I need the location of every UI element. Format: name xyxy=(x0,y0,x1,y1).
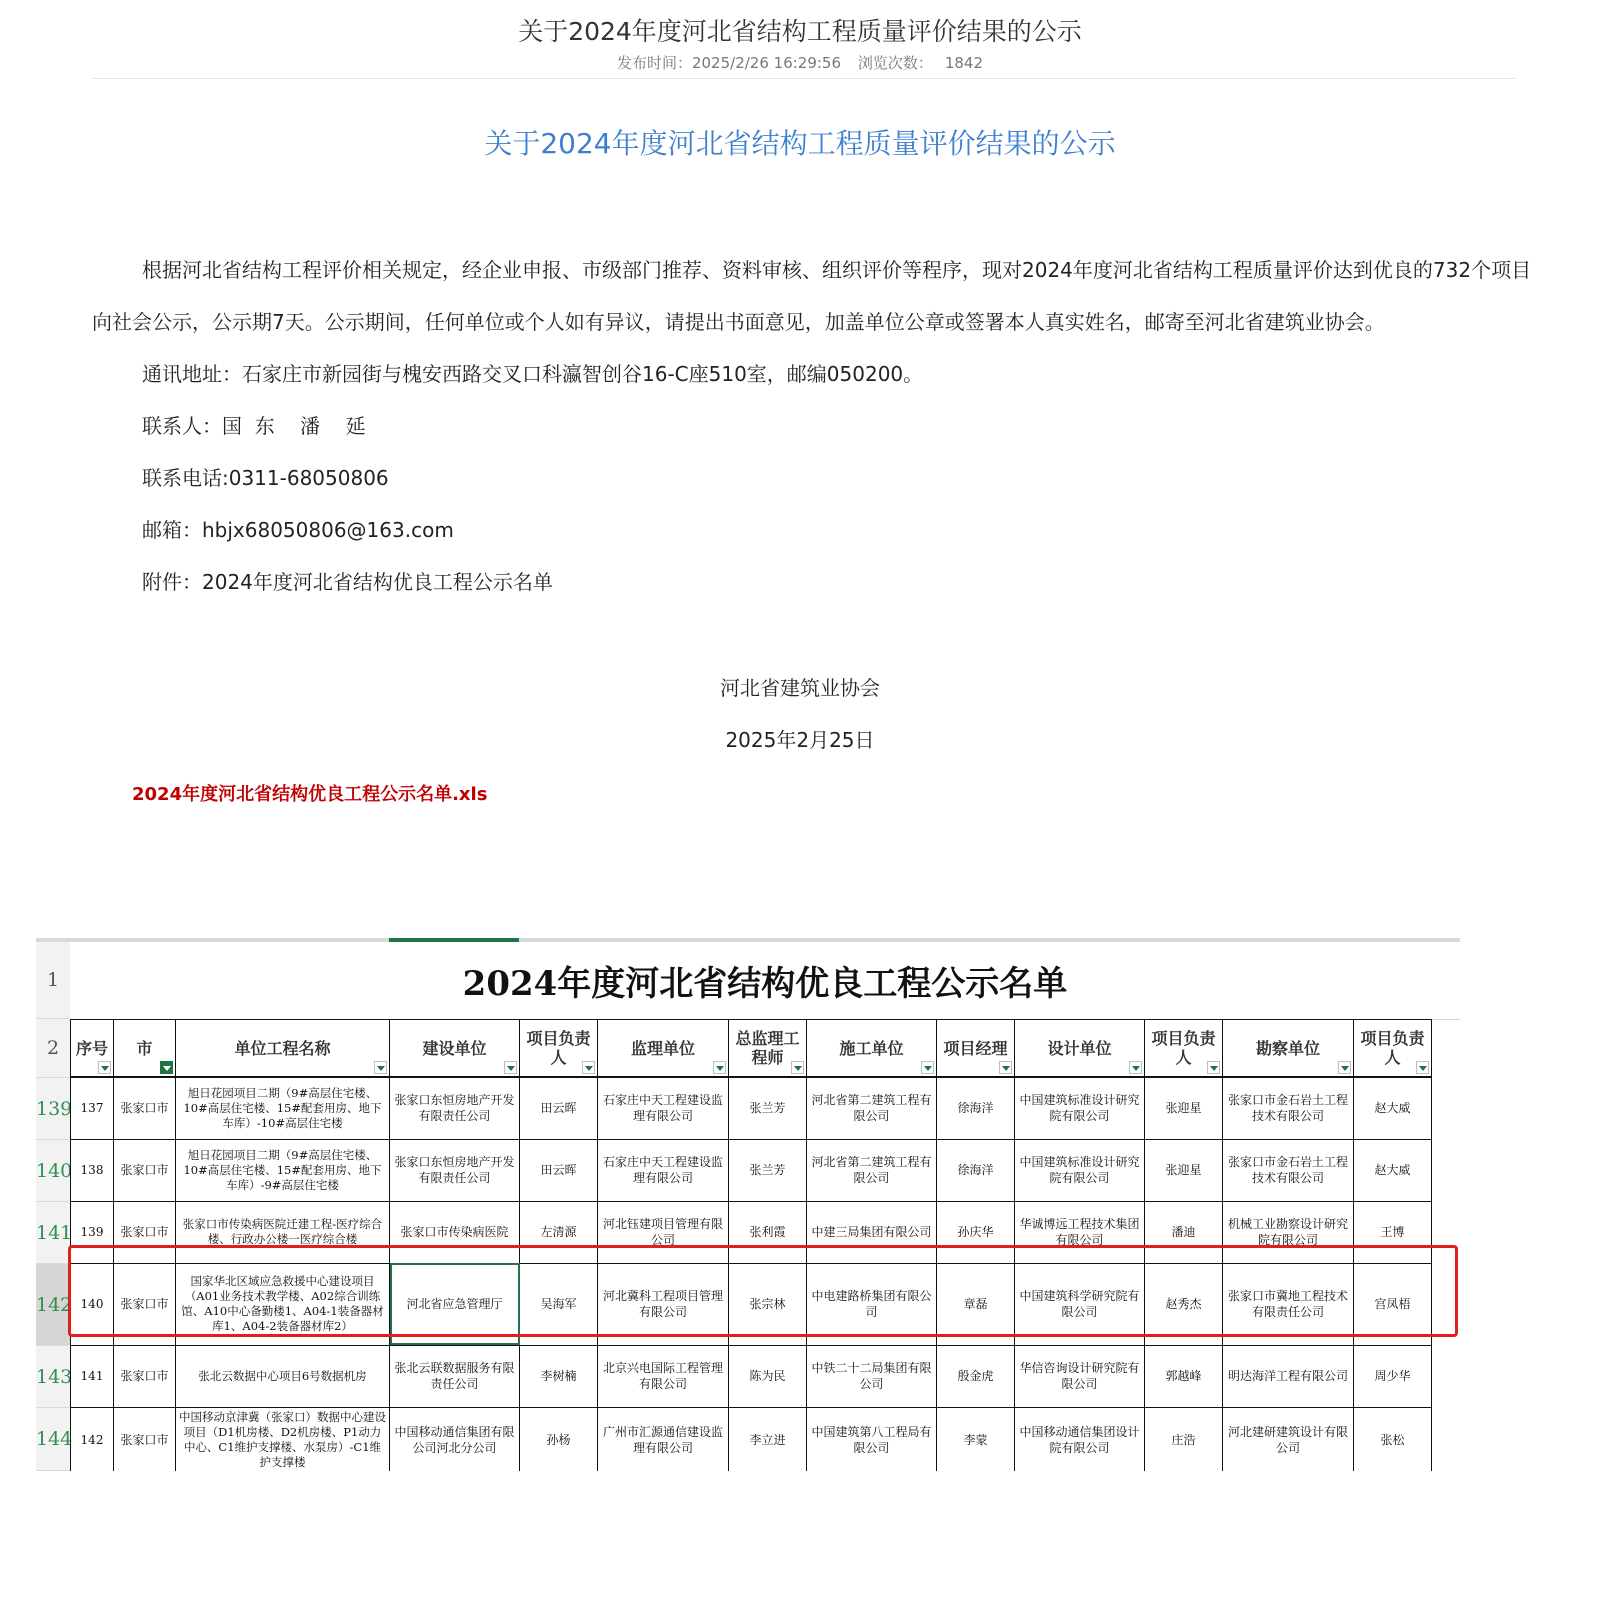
table-cell[interactable]: 国家华北区域应急救援中心建设项目（A01业务技术教学楼、A02综合训练馆、A10中心备勤楼1、A04-1装备器材库1、A04-2装备器材库2） xyxy=(176,1263,390,1345)
table-cell[interactable]: 张宗林 xyxy=(729,1263,807,1345)
table-cell[interactable]: 机械工业勘察设计研究院有限公司 xyxy=(1223,1201,1354,1263)
table-cell[interactable]: 张家口市传染病医院 xyxy=(390,1201,520,1263)
sheet-title[interactable]: 2024年度河北省结构优良工程公示名单 xyxy=(70,942,1460,1020)
column-header[interactable]: 总监理工程师 xyxy=(729,1020,807,1078)
contact-line: 联系人：国 东 潘 延 xyxy=(142,414,366,438)
table-cell[interactable]: 张利霞 xyxy=(729,1201,807,1263)
table-cell[interactable]: 赵大威 xyxy=(1354,1077,1432,1139)
table-cell[interactable]: 138 xyxy=(71,1139,114,1201)
table-cell[interactable]: 137 xyxy=(71,1077,114,1139)
filter-dropdown-icon[interactable] xyxy=(1416,1061,1429,1074)
table-cell[interactable]: 华诚博远工程技术集团有限公司 xyxy=(1015,1201,1145,1263)
table-cell[interactable]: 中铁二十二局集团有限公司 xyxy=(807,1345,937,1407)
table-cell[interactable]: 旭日花园项目二期（9#高层住宅楼、10#高层住宅楼、15#配套用房、地下车库）-9#高层住宅楼 xyxy=(176,1139,390,1201)
table-row xyxy=(71,1077,1432,1139)
column-header[interactable]: 市 xyxy=(114,1020,176,1078)
table-cell[interactable]: 田云晖 xyxy=(520,1077,598,1139)
table-cell[interactable]: 河北建研建筑设计有限公司 xyxy=(1223,1407,1354,1471)
filter-dropdown-icon[interactable] xyxy=(1207,1061,1220,1074)
table-cell[interactable]: 明达海洋工程有限公司 xyxy=(1223,1345,1354,1407)
row-number[interactable]: 144 xyxy=(36,1408,70,1471)
table-cell[interactable]: 张家口市传染病医院迁建工程-医疗综合楼、行政办公楼一医疗综合楼 xyxy=(176,1201,390,1263)
table-row xyxy=(71,1139,1432,1201)
table-cell[interactable]: 张北云数据中心项目6号数据机房 xyxy=(176,1345,390,1407)
table-cell[interactable]: 中国建筑第八工程局有限公司 xyxy=(807,1407,937,1471)
column-header[interactable]: 项目经理 xyxy=(937,1020,1015,1078)
table-cell[interactable]: 139 xyxy=(71,1201,114,1263)
table-cell[interactable]: 张家口市 xyxy=(114,1407,176,1471)
table-row xyxy=(71,1407,1432,1471)
filter-dropdown-icon[interactable] xyxy=(713,1061,726,1074)
views-label: 浏览次数： xyxy=(857,54,933,72)
column-header[interactable]: 项目负责人 xyxy=(520,1020,598,1078)
column-header[interactable]: 设计单位 xyxy=(1015,1020,1145,1078)
table-cell[interactable]: 中国移动通信集团设计院有限公司 xyxy=(1015,1407,1145,1471)
table-cell[interactable]: 张家口市 xyxy=(114,1139,176,1201)
table-cell[interactable]: 宫凤梧 xyxy=(1354,1263,1432,1345)
table-cell[interactable]: 张家口市冀地工程技术有限责任公司 xyxy=(1223,1263,1354,1345)
table-cell[interactable]: 广州市汇源通信建设监理有限公司 xyxy=(598,1407,729,1471)
table-row xyxy=(71,1201,1432,1263)
publish-meta xyxy=(0,52,1600,73)
table-cell[interactable]: 中国建筑标准设计研究院有限公司 xyxy=(1015,1077,1145,1139)
filter-dropdown-icon[interactable] xyxy=(374,1061,387,1074)
table-cell[interactable]: 李蒙 xyxy=(937,1407,1015,1471)
table-cell[interactable]: 华信咨询设计研究院有限公司 xyxy=(1015,1345,1145,1407)
column-header[interactable]: 建设单位 xyxy=(390,1020,520,1078)
table-cell[interactable]: 中电建路桥集团有限公司 xyxy=(807,1263,937,1345)
table-cell[interactable]: 陈为民 xyxy=(729,1345,807,1407)
attachment-line: 附件：2024年度河北省结构优良工程公示名单 xyxy=(142,570,553,594)
table-cell[interactable]: 章磊 xyxy=(937,1263,1015,1345)
filter-dropdown-icon[interactable] xyxy=(999,1061,1012,1074)
filter-dropdown-icon[interactable] xyxy=(921,1061,934,1074)
article-title: 关于2024年度河北省结构工程质量评价结果的公示 xyxy=(484,127,1116,160)
table-cell[interactable]: 孙杨 xyxy=(520,1407,598,1471)
signature-date: 2025年2月25日 xyxy=(725,728,875,752)
table-cell[interactable]: 孙庆华 xyxy=(937,1201,1015,1263)
table-cell[interactable]: 张家口市 xyxy=(114,1345,176,1407)
row-number[interactable]: 140 xyxy=(36,1140,70,1202)
data-table xyxy=(70,1019,1432,1471)
filter-dropdown-icon[interactable] xyxy=(98,1061,111,1074)
phone-line: 联系电话:0311-68050806 xyxy=(142,466,389,490)
column-header[interactable]: 项目负责人 xyxy=(1145,1020,1223,1078)
table-cell[interactable]: 左清源 xyxy=(520,1201,598,1263)
table-cell[interactable]: 吴海军 xyxy=(520,1263,598,1345)
table-cell[interactable]: 王博 xyxy=(1354,1201,1432,1263)
table-cell[interactable]: 142 xyxy=(71,1407,114,1471)
row-number-active[interactable]: 142 xyxy=(36,1264,70,1346)
spreadsheet-view xyxy=(36,938,1460,1471)
filter-dropdown-icon[interactable] xyxy=(1129,1061,1142,1074)
table-cell[interactable]: 旭日花园项目二期（9#高层住宅楼、10#高层住宅楼、15#配套用房、地下车库）-10#高层住宅楼 xyxy=(176,1077,390,1139)
table-cell[interactable]: 140 xyxy=(71,1263,114,1345)
table-cell[interactable]: 张家口市金石岩土工程技术有限公司 xyxy=(1223,1139,1354,1201)
row-number[interactable]: 1 xyxy=(36,942,70,1019)
table-cell[interactable]: 李立进 xyxy=(729,1407,807,1471)
column-header[interactable]: 监理单位 xyxy=(598,1020,729,1078)
table-cell[interactable]: 河北省第二建筑工程有限公司 xyxy=(807,1077,937,1139)
column-header[interactable]: 序号 xyxy=(71,1020,114,1078)
table-cell[interactable]: 中国建筑标准设计研究院有限公司 xyxy=(1015,1139,1145,1201)
table-cell[interactable]: 石家庄中天工程建设监理有限公司 xyxy=(598,1139,729,1201)
column-header[interactable]: 单位工程名称 xyxy=(176,1020,390,1078)
table-cell[interactable]: 张兰芳 xyxy=(729,1077,807,1139)
table-cell[interactable]: 徐海洋 xyxy=(937,1077,1015,1139)
filter-dropdown-icon[interactable] xyxy=(504,1061,517,1074)
attachment-download-link[interactable]: 2024年度河北省结构优良工程公示名单.xls xyxy=(132,784,488,805)
publish-time: 发布时间：2025/2/26 16:29:56 xyxy=(616,54,842,72)
page-title: 关于2024年度河北省结构工程质量评价结果的公示 xyxy=(518,17,1082,46)
table-cell[interactable]: 张家口市 xyxy=(114,1263,176,1345)
table-cell[interactable]: 周少华 xyxy=(1354,1345,1432,1407)
filter-dropdown-icon[interactable] xyxy=(1338,1061,1351,1074)
filter-active-icon[interactable] xyxy=(160,1061,173,1074)
table-cell[interactable]: 中建三局集团有限公司 xyxy=(807,1201,937,1263)
header-divider xyxy=(92,78,1516,79)
table-cell[interactable]: 河北省第二建筑工程有限公司 xyxy=(807,1139,937,1201)
table-cell[interactable]: 李树楠 xyxy=(520,1345,598,1407)
table-cell[interactable]: 张家口市 xyxy=(114,1201,176,1263)
table-cell[interactable]: 田云晖 xyxy=(520,1139,598,1201)
filter-dropdown-icon[interactable] xyxy=(791,1061,804,1074)
table-cell[interactable]: 殷金虎 xyxy=(937,1345,1015,1407)
table-row xyxy=(71,1345,1432,1407)
table-cell[interactable]: 中国移动通信集团有限公司河北分公司 xyxy=(390,1407,520,1471)
table-cell[interactable]: 河北冀科工程项目管理有限公司 xyxy=(598,1263,729,1345)
table-cell[interactable]: 张家口市金石岩土工程技术有限公司 xyxy=(1223,1077,1354,1139)
table-cell[interactable]: 141 xyxy=(71,1345,114,1407)
views-count: 1842 xyxy=(944,54,984,72)
article-body xyxy=(92,244,1532,608)
header-row xyxy=(71,1020,1432,1078)
table-row-highlighted xyxy=(71,1263,1432,1345)
table-cell[interactable]: 河北钰建项目管理有限公司 xyxy=(598,1201,729,1263)
column-header[interactable]: 勘察单位 xyxy=(1223,1020,1354,1078)
row-number[interactable]: 143 xyxy=(36,1346,70,1408)
announcement-paragraph: 根据河北省结构工程评价相关规定，经企业申报、市级部门推荐、资料审核、组织评价等程序，现对2024年度河北省结构工程质量评价达到优良的732个项目向社会公示，公示期7天。公示期间，任何单位或个人如有异议，请提出书面意见，加盖单位公章或签署本人真实姓名，邮寄至河北省建筑业协会。 xyxy=(92,258,1532,334)
row-number[interactable]: 139 xyxy=(36,1078,70,1140)
column-header[interactable]: 施工单位 xyxy=(807,1020,937,1078)
table-cell[interactable]: 张松 xyxy=(1354,1407,1432,1471)
table-cell[interactable]: 张兰芳 xyxy=(729,1139,807,1201)
table-cell[interactable]: 赵大威 xyxy=(1354,1139,1432,1201)
table-cell[interactable]: 张家口市 xyxy=(114,1077,176,1139)
table-cell[interactable]: 张迎星 xyxy=(1145,1139,1223,1201)
row-number[interactable]: 141 xyxy=(36,1202,70,1264)
row-number[interactable]: 2 xyxy=(36,1019,70,1078)
table-cell[interactable]: 北京兴电国际工程管理有限公司 xyxy=(598,1345,729,1407)
table-cell[interactable]: 张家口东恒房地产开发有限责任公司 xyxy=(390,1077,520,1139)
table-cell[interactable]: 庄浩 xyxy=(1145,1407,1223,1471)
email-line: 邮箱：hbjx68050806@163.com xyxy=(142,518,454,542)
table-cell[interactable]: 郭越峰 xyxy=(1145,1345,1223,1407)
table-cell[interactable]: 张家口东恒房地产开发有限责任公司 xyxy=(390,1139,520,1201)
column-header[interactable]: 项目负责人 xyxy=(1354,1020,1432,1078)
table-cell[interactable]: 中国建筑科学研究院有限公司 xyxy=(1015,1263,1145,1345)
table-cell[interactable]: 潘迪 xyxy=(1145,1201,1223,1263)
table-cell[interactable]: 张迎星 xyxy=(1145,1077,1223,1139)
filter-dropdown-icon[interactable] xyxy=(582,1061,595,1074)
table-cell[interactable]: 赵秀杰 xyxy=(1145,1263,1223,1345)
signature-org: 河北省建筑业协会 xyxy=(720,676,880,700)
table-cell[interactable]: 张北云联数据服务有限责任公司 xyxy=(390,1345,520,1407)
address-line: 通讯地址：石家庄市新园街与槐安西路交叉口科瀛智创谷16-C座510室，邮编050200。 xyxy=(142,362,924,386)
table-cell[interactable]: 中国移动京津冀（张家口）数据中心建设项目（D1机房楼、D2机房楼、P1动力中心、C1维护支撑楼、水泵房）-C1维护支撑楼 xyxy=(176,1407,390,1471)
selected-cell[interactable]: 河北省应急管理厅 xyxy=(390,1263,520,1345)
table-cell[interactable]: 徐海洋 xyxy=(937,1139,1015,1201)
table-cell[interactable]: 石家庄中天工程建设监理有限公司 xyxy=(598,1077,729,1139)
